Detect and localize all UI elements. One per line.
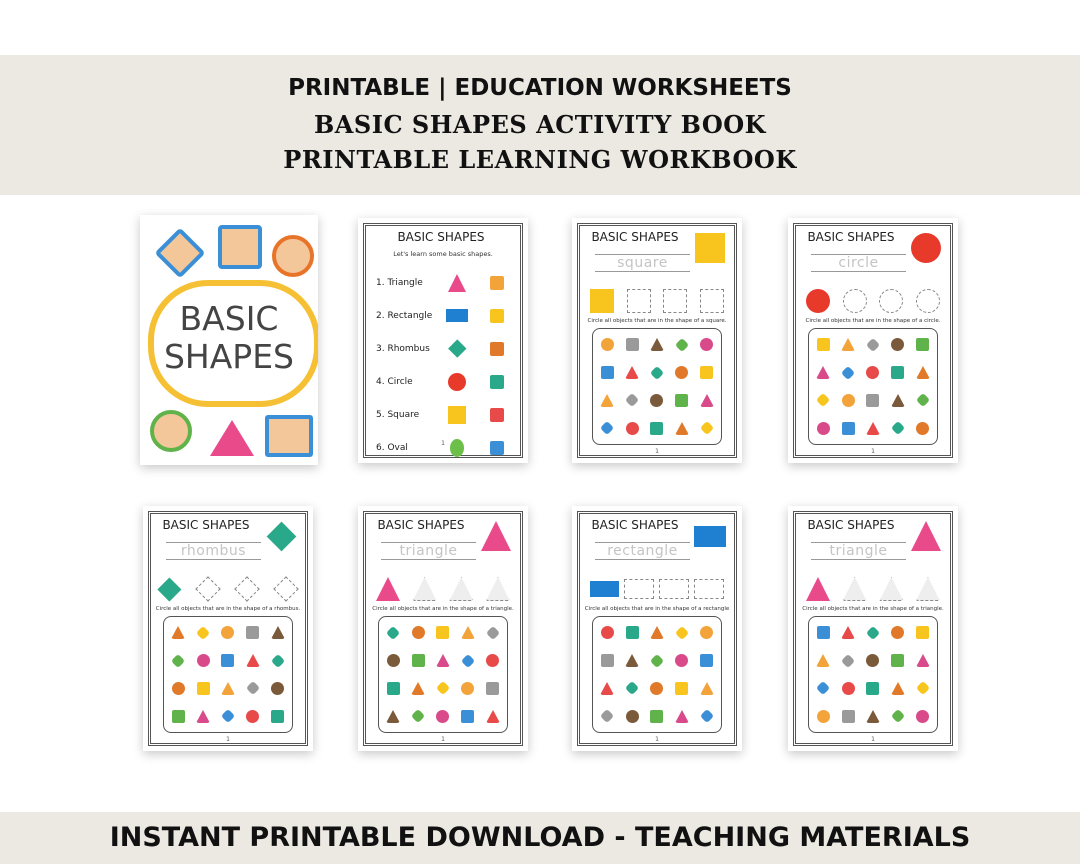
dashed-triangle-icon bbox=[879, 577, 903, 601]
dashed-triangle-icon bbox=[843, 577, 867, 601]
rectangle-example-icon bbox=[590, 581, 619, 598]
object-icon[interactable] bbox=[816, 654, 830, 667]
object-icon[interactable] bbox=[916, 681, 930, 695]
object-icon[interactable] bbox=[650, 626, 664, 639]
tracing-shapes-row bbox=[590, 572, 724, 606]
dashed-rectangle-icon bbox=[624, 579, 654, 599]
object-icon[interactable] bbox=[817, 338, 830, 351]
object-icon[interactable] bbox=[601, 338, 614, 351]
object-icon[interactable] bbox=[817, 710, 830, 723]
page-number: 1 bbox=[655, 448, 659, 455]
instruction-text: Circle all objects that are in the shape of a rhombus. bbox=[155, 606, 301, 612]
kid-illustration-icon bbox=[272, 235, 314, 277]
page-number: 1 bbox=[871, 448, 875, 455]
rhombus-example-icon bbox=[158, 577, 182, 601]
sheet-title: BASIC SHAPES bbox=[377, 518, 465, 532]
object-icon[interactable] bbox=[246, 626, 259, 639]
dashed-square-icon bbox=[627, 289, 651, 313]
object-icon[interactable] bbox=[842, 682, 855, 695]
object-icon[interactable] bbox=[916, 338, 929, 351]
shape-list-item bbox=[376, 266, 512, 299]
object-icon[interactable] bbox=[461, 626, 475, 639]
cover-title-line-1: BASIC bbox=[179, 299, 279, 338]
rectangle-icon bbox=[446, 305, 468, 327]
shape-label: 1. Triangle bbox=[376, 277, 423, 288]
object-icon[interactable] bbox=[625, 393, 639, 407]
shape-label: 6. Oval bbox=[376, 442, 408, 453]
object-icon[interactable] bbox=[816, 366, 830, 379]
shape-list-item bbox=[376, 365, 512, 398]
object-icon[interactable] bbox=[891, 654, 904, 667]
object-icon[interactable] bbox=[486, 682, 499, 695]
object-icon[interactable] bbox=[866, 394, 879, 407]
tracing-shapes-row bbox=[161, 572, 295, 606]
dashed-square-icon bbox=[663, 289, 687, 313]
object-icon[interactable] bbox=[221, 682, 235, 695]
tracing-shapes-row bbox=[806, 284, 940, 318]
object-icon[interactable] bbox=[601, 366, 614, 379]
tracing-shapes-row bbox=[376, 572, 510, 606]
object-icon[interactable] bbox=[916, 710, 929, 723]
object-icon[interactable] bbox=[650, 682, 663, 695]
worksheet-triangle-2 bbox=[788, 506, 958, 751]
tracing-shapes-row bbox=[806, 572, 940, 606]
sheet-title: BASIC SHAPES bbox=[807, 230, 895, 244]
object-icon[interactable] bbox=[842, 422, 855, 435]
object-icon[interactable] bbox=[171, 626, 185, 639]
object-icon[interactable] bbox=[411, 709, 425, 723]
example-object-icon bbox=[490, 408, 504, 422]
object-icon[interactable] bbox=[412, 654, 425, 667]
triangle-example-icon bbox=[806, 577, 830, 601]
object-icon[interactable] bbox=[600, 709, 614, 723]
object-icon[interactable] bbox=[246, 654, 260, 667]
top-banner bbox=[0, 55, 1080, 195]
object-icon[interactable] bbox=[675, 626, 689, 640]
object-icon[interactable] bbox=[866, 626, 880, 640]
sheet-frame bbox=[577, 511, 737, 746]
sheet-frame bbox=[793, 511, 953, 746]
object-icon[interactable] bbox=[675, 654, 688, 667]
object-icon[interactable] bbox=[271, 682, 284, 695]
object-icon[interactable] bbox=[172, 682, 185, 695]
example-object-icon bbox=[490, 375, 504, 389]
object-icon[interactable] bbox=[700, 366, 713, 379]
object-icon[interactable] bbox=[700, 626, 713, 639]
header-line-1: PRINTABLE | EDUCATION WORKSHEETS bbox=[288, 75, 792, 101]
worksheet-rectangle bbox=[572, 506, 742, 751]
dashed-rectangle-icon bbox=[659, 579, 689, 599]
object-icon[interactable] bbox=[866, 710, 880, 723]
kid-illustration-icon bbox=[218, 225, 262, 269]
instruction-text: Circle all objects that are in the shape of a triangle. bbox=[372, 606, 514, 612]
object-icon[interactable] bbox=[626, 338, 639, 351]
object-icon[interactable] bbox=[436, 626, 449, 639]
object-icon[interactable] bbox=[700, 338, 713, 351]
shape-label: 2. Rectangle bbox=[376, 310, 433, 321]
shape-list-item bbox=[376, 299, 512, 332]
object-icon[interactable] bbox=[171, 654, 185, 668]
object-icon[interactable] bbox=[816, 681, 830, 695]
dashed-circle-icon bbox=[879, 289, 903, 313]
object-icon[interactable] bbox=[246, 710, 259, 723]
object-icon[interactable] bbox=[172, 710, 185, 723]
page-number: 1 bbox=[441, 440, 445, 447]
shape-label: 4. Circle bbox=[376, 376, 413, 387]
object-icon[interactable] bbox=[916, 366, 930, 379]
sheet-title: BASIC SHAPES bbox=[591, 230, 679, 244]
object-icon[interactable] bbox=[916, 393, 930, 407]
kid-illustration-icon bbox=[150, 410, 192, 452]
intro-sheet bbox=[358, 218, 528, 463]
object-icon[interactable] bbox=[841, 366, 855, 380]
objects-grid bbox=[378, 616, 508, 733]
object-icon[interactable] bbox=[650, 422, 663, 435]
shape-list bbox=[376, 266, 512, 463]
cover-title-line-2: SHAPES bbox=[163, 337, 295, 376]
sheet-title: BASIC SHAPES bbox=[591, 518, 679, 532]
object-icon[interactable] bbox=[700, 394, 714, 407]
object-icon[interactable] bbox=[891, 682, 905, 695]
worksheet-triangle bbox=[358, 506, 528, 751]
instruction-text: Circle all objects that are in the shape of a rectangle bbox=[584, 606, 730, 612]
dashed-circle-icon bbox=[843, 289, 867, 313]
page-number: 1 bbox=[441, 736, 445, 743]
sheet-subtitle: Let's learn some basic shapes. bbox=[393, 250, 493, 258]
header-line-2: BASIC SHAPES ACTIVITY BOOK bbox=[314, 110, 766, 139]
objects-grid bbox=[592, 328, 722, 445]
object-icon[interactable] bbox=[866, 654, 879, 667]
shape-label: 3. Rhombus bbox=[376, 343, 430, 354]
triangle-mascot-icon bbox=[480, 520, 512, 552]
trace-word: square bbox=[595, 254, 690, 272]
trace-word: rhombus bbox=[166, 542, 261, 560]
worksheet-square bbox=[572, 218, 742, 463]
object-icon[interactable] bbox=[246, 681, 260, 695]
square-example-icon bbox=[590, 289, 614, 313]
object-icon[interactable] bbox=[891, 394, 905, 407]
dashed-rhombus-icon bbox=[195, 576, 220, 601]
header-line-3: PRINTABLE LEARNING WORKBOOK bbox=[283, 145, 797, 174]
object-icon[interactable] bbox=[271, 710, 284, 723]
object-icon[interactable] bbox=[650, 654, 664, 668]
object-icon[interactable] bbox=[866, 422, 880, 435]
sheet-frame bbox=[148, 511, 308, 746]
rhombus-mascot-icon bbox=[265, 520, 297, 552]
kid-illustration-icon bbox=[210, 420, 254, 456]
object-icon[interactable] bbox=[891, 338, 904, 351]
object-icon[interactable] bbox=[387, 682, 400, 695]
object-icon[interactable] bbox=[271, 626, 285, 639]
object-icon[interactable] bbox=[891, 709, 905, 723]
sheet-frame bbox=[363, 511, 523, 746]
footer-text: INSTANT PRINTABLE DOWNLOAD - TEACHING MATERIALS bbox=[109, 822, 971, 853]
square-icon bbox=[446, 404, 468, 426]
objects-grid bbox=[592, 616, 722, 733]
object-icon[interactable] bbox=[412, 626, 425, 639]
object-icon[interactable] bbox=[891, 421, 905, 435]
example-object-icon bbox=[490, 342, 504, 356]
instruction-text: Circle all objects that are in the shape of a square. bbox=[587, 318, 727, 324]
trace-word: rectangle bbox=[595, 542, 690, 560]
object-icon[interactable] bbox=[650, 710, 663, 723]
object-icon[interactable] bbox=[486, 654, 499, 667]
object-icon[interactable] bbox=[916, 654, 930, 667]
object-icon[interactable] bbox=[675, 394, 688, 407]
page-number: 1 bbox=[655, 736, 659, 743]
object-icon[interactable] bbox=[626, 710, 639, 723]
object-icon[interactable] bbox=[386, 626, 400, 640]
object-icon[interactable] bbox=[842, 394, 855, 407]
sheet-frame bbox=[363, 223, 523, 458]
kid-illustration-icon bbox=[155, 228, 206, 279]
object-icon[interactable] bbox=[891, 626, 904, 639]
sheet-frame bbox=[793, 223, 953, 458]
dashed-circle-icon bbox=[916, 289, 940, 313]
sheet-title: BASIC SHAPES bbox=[397, 230, 485, 244]
object-icon[interactable] bbox=[675, 710, 689, 723]
object-icon[interactable] bbox=[842, 710, 855, 723]
page-number: 1 bbox=[226, 736, 230, 743]
object-icon[interactable] bbox=[866, 366, 879, 379]
object-icon[interactable] bbox=[197, 654, 210, 667]
object-icon[interactable] bbox=[866, 682, 879, 695]
object-icon[interactable] bbox=[461, 682, 474, 695]
object-icon[interactable] bbox=[700, 682, 714, 695]
square-mascot-icon bbox=[694, 232, 726, 264]
trace-word: circle bbox=[811, 254, 906, 272]
example-object-icon bbox=[490, 309, 504, 323]
object-icon[interactable] bbox=[841, 654, 855, 668]
shape-list-item bbox=[376, 431, 512, 463]
cover-page bbox=[140, 215, 318, 465]
object-icon[interactable] bbox=[625, 681, 639, 695]
sheet-title: BASIC SHAPES bbox=[162, 518, 250, 532]
object-icon[interactable] bbox=[700, 421, 714, 435]
dashed-rhombus-icon bbox=[273, 576, 298, 601]
object-icon[interactable] bbox=[411, 682, 425, 695]
dashed-triangle-icon bbox=[413, 577, 437, 601]
dashed-square-icon bbox=[700, 289, 724, 313]
trace-word: triangle bbox=[811, 542, 906, 560]
object-icon[interactable] bbox=[626, 626, 639, 639]
object-icon[interactable] bbox=[916, 626, 929, 639]
object-icon[interactable] bbox=[221, 654, 234, 667]
triangle-icon bbox=[446, 272, 468, 294]
object-icon[interactable] bbox=[196, 626, 210, 640]
object-icon[interactable] bbox=[221, 709, 235, 723]
triangle-example-icon bbox=[376, 577, 400, 601]
dashed-triangle-icon bbox=[916, 577, 940, 601]
tracing-shapes-row bbox=[590, 284, 724, 318]
dashed-triangle-icon bbox=[449, 577, 473, 601]
shape-list-item bbox=[376, 398, 512, 431]
dashed-rectangle-icon bbox=[694, 579, 724, 599]
kid-illustration-icon bbox=[265, 415, 313, 457]
instruction-text: Circle all objects that are in the shape of a circle. bbox=[805, 318, 941, 324]
objects-grid bbox=[808, 328, 938, 445]
object-icon[interactable] bbox=[625, 654, 639, 667]
object-icon[interactable] bbox=[221, 626, 234, 639]
sheet-title: BASIC SHAPES bbox=[807, 518, 895, 532]
object-icon[interactable] bbox=[675, 682, 688, 695]
object-icon[interactable] bbox=[626, 422, 639, 435]
object-icon[interactable] bbox=[675, 338, 689, 352]
object-icon[interactable] bbox=[817, 626, 830, 639]
object-icon[interactable] bbox=[817, 422, 830, 435]
object-icon[interactable] bbox=[916, 422, 929, 435]
object-icon[interactable] bbox=[625, 366, 639, 379]
instruction-text: Circle all objects that are in the shape of a triangle. bbox=[802, 606, 944, 612]
object-icon[interactable] bbox=[700, 709, 714, 723]
object-icon[interactable] bbox=[436, 654, 450, 667]
object-icon[interactable] bbox=[650, 366, 664, 380]
objects-grid bbox=[808, 616, 938, 733]
object-icon[interactable] bbox=[891, 366, 904, 379]
objects-grid bbox=[163, 616, 293, 733]
object-icon[interactable] bbox=[436, 681, 450, 695]
cover-title bbox=[150, 300, 308, 376]
object-icon[interactable] bbox=[461, 654, 475, 668]
object-icon[interactable] bbox=[196, 710, 210, 723]
rhombus-icon bbox=[446, 338, 468, 360]
page-number: 1 bbox=[871, 736, 875, 743]
triangle-mascot-icon bbox=[910, 520, 942, 552]
object-icon[interactable] bbox=[486, 710, 500, 723]
object-icon[interactable] bbox=[600, 394, 614, 407]
object-icon[interactable] bbox=[600, 682, 614, 695]
object-icon[interactable] bbox=[700, 654, 713, 667]
dashed-rhombus-icon bbox=[234, 576, 259, 601]
rectangle-mascot-icon bbox=[694, 520, 726, 552]
object-icon[interactable] bbox=[866, 338, 880, 352]
object-icon[interactable] bbox=[387, 654, 400, 667]
object-icon[interactable] bbox=[816, 393, 830, 407]
object-icon[interactable] bbox=[675, 366, 688, 379]
object-icon[interactable] bbox=[841, 338, 855, 351]
object-icon[interactable] bbox=[386, 710, 400, 723]
dashed-triangle-icon bbox=[486, 577, 510, 601]
object-icon[interactable] bbox=[486, 626, 500, 640]
object-icon[interactable] bbox=[650, 338, 664, 351]
object-icon[interactable] bbox=[436, 710, 449, 723]
object-icon[interactable] bbox=[675, 422, 689, 435]
worksheet-rhombus bbox=[143, 506, 313, 751]
circle-example-icon bbox=[806, 289, 830, 313]
trace-word: triangle bbox=[381, 542, 476, 560]
object-icon[interactable] bbox=[600, 421, 614, 435]
bottom-banner bbox=[0, 812, 1080, 864]
object-icon[interactable] bbox=[271, 654, 285, 668]
circle-mascot-icon bbox=[910, 232, 942, 264]
sheet-frame bbox=[577, 223, 737, 458]
object-icon[interactable] bbox=[650, 394, 663, 407]
object-icon[interactable] bbox=[841, 626, 855, 639]
worksheet-circle bbox=[788, 218, 958, 463]
object-icon[interactable] bbox=[461, 710, 474, 723]
object-icon[interactable] bbox=[601, 654, 614, 667]
example-object-icon bbox=[490, 276, 504, 290]
object-icon[interactable] bbox=[601, 626, 614, 639]
circle-icon bbox=[446, 371, 468, 393]
shape-label: 5. Square bbox=[376, 409, 420, 420]
shape-list-item bbox=[376, 332, 512, 365]
object-icon[interactable] bbox=[197, 682, 210, 695]
